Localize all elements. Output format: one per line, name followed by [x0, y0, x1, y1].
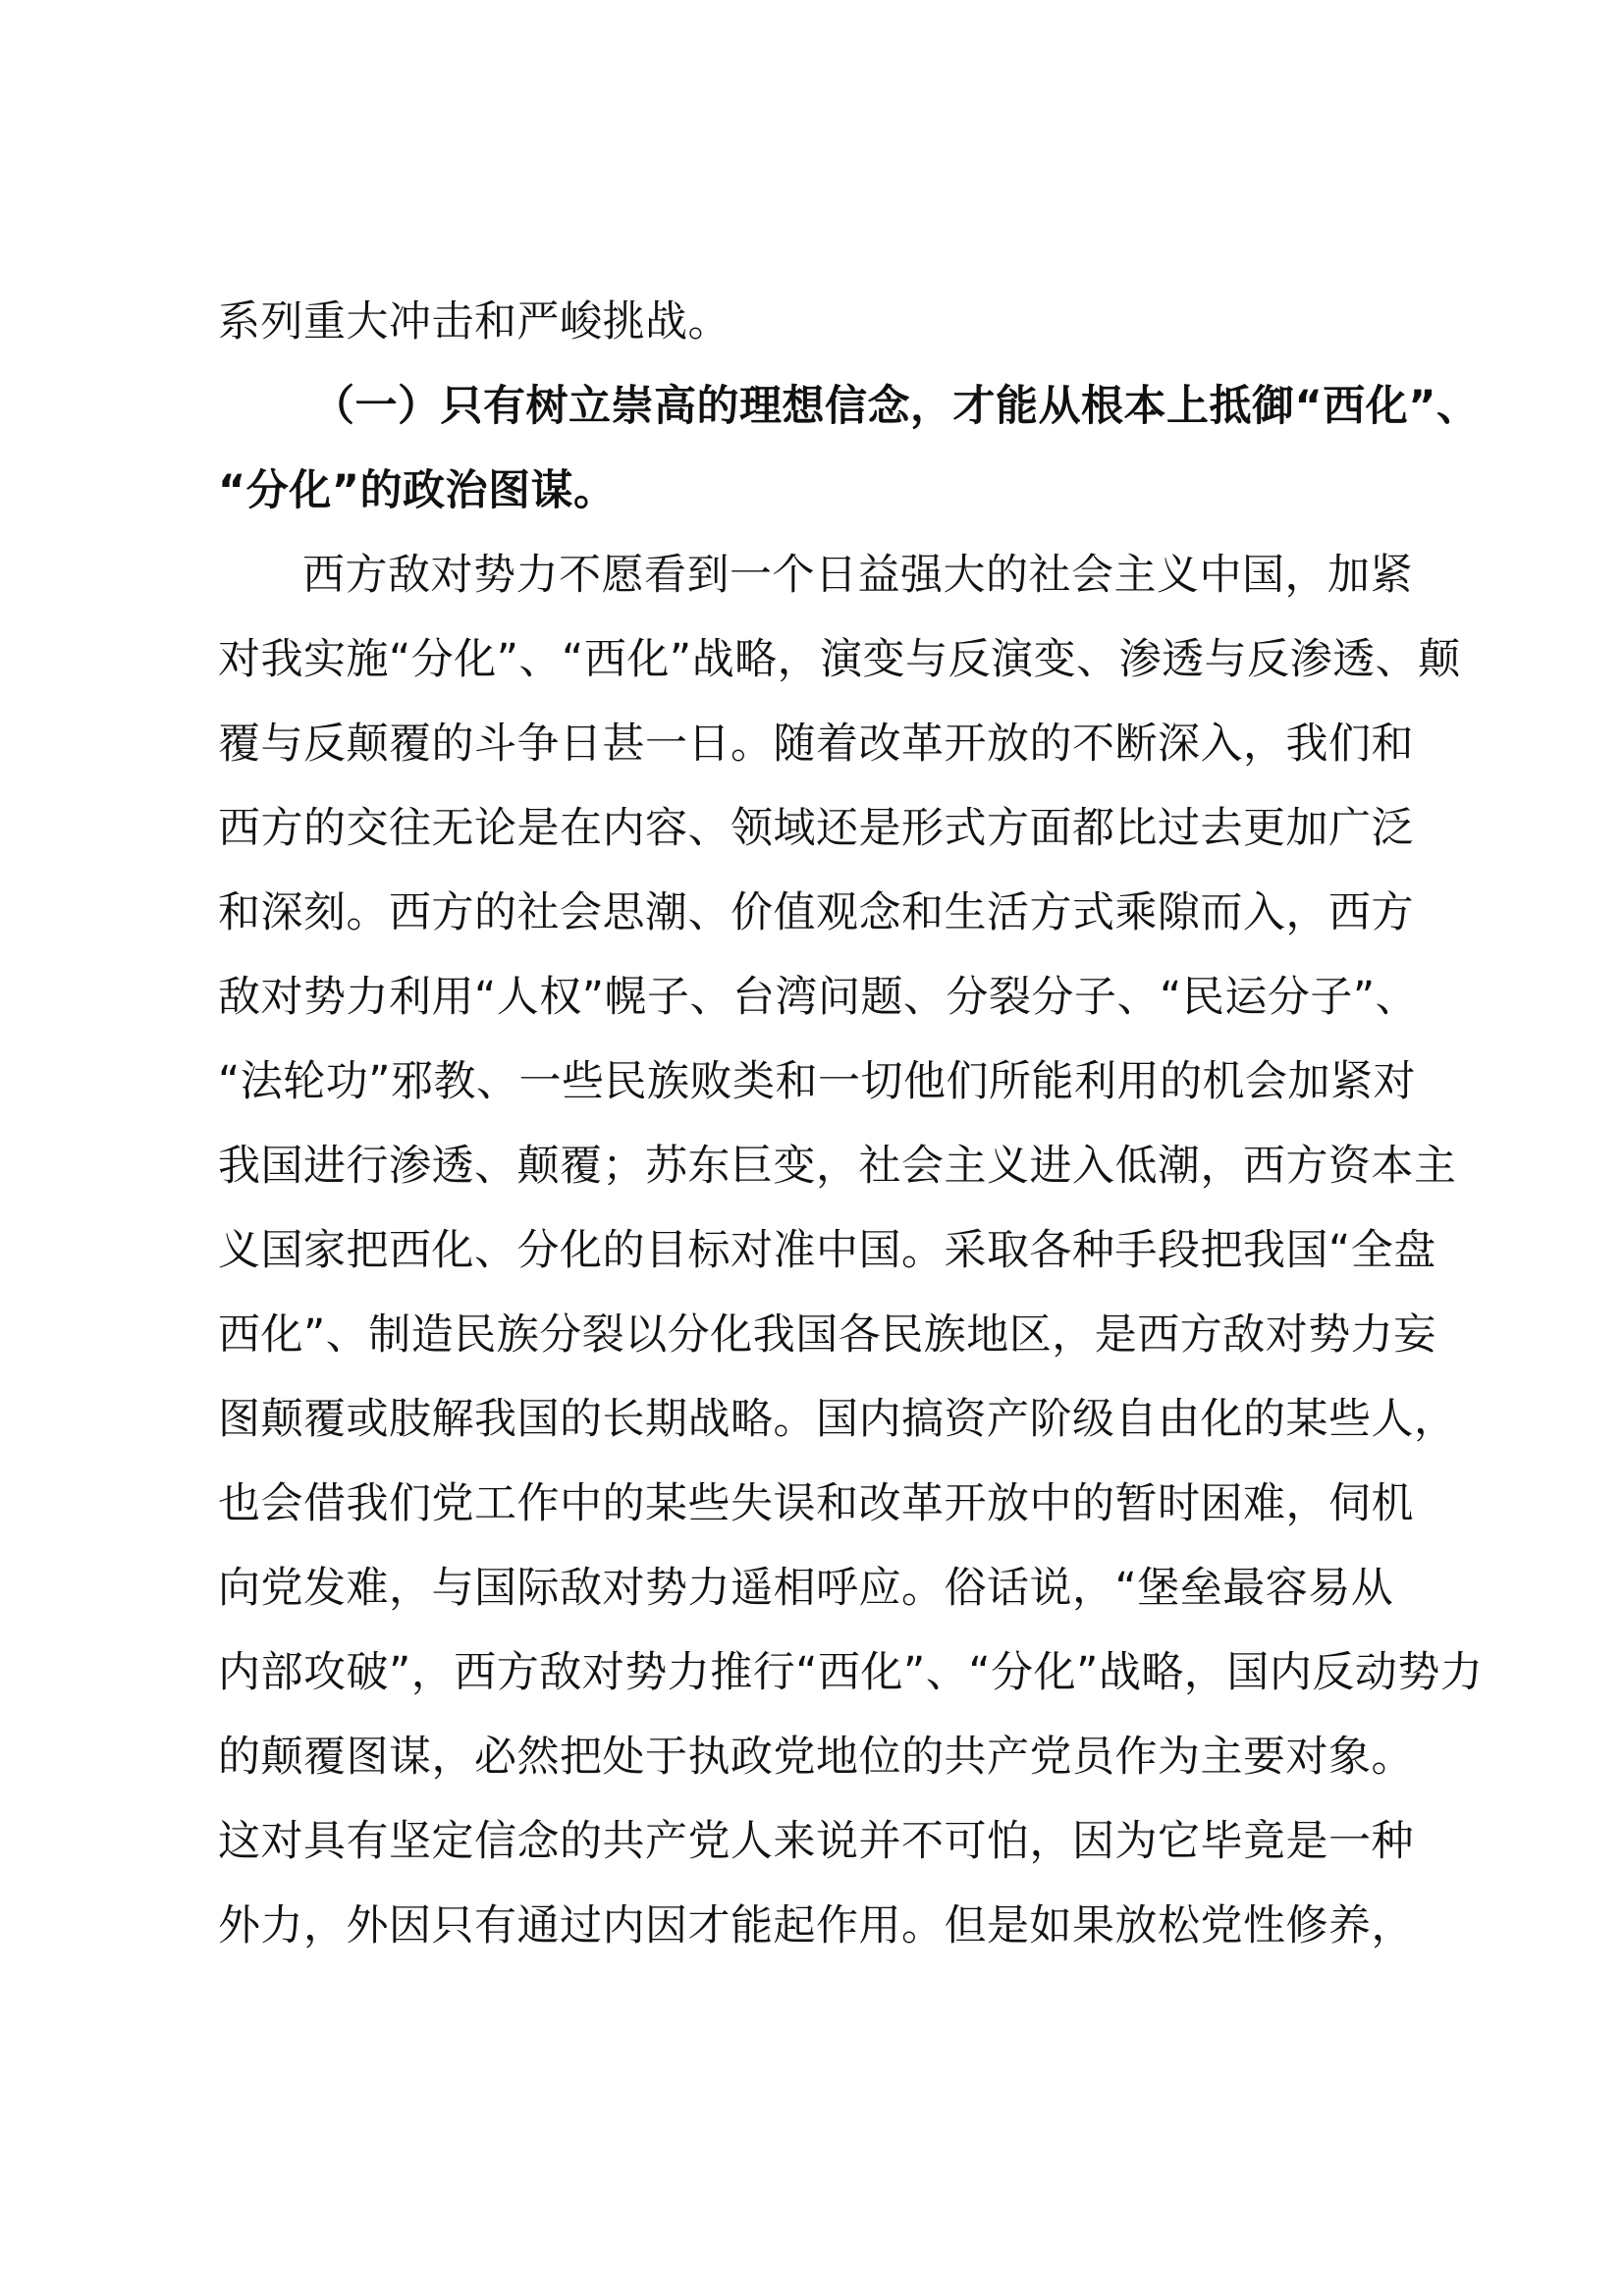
paragraph-line: 图颠覆或肢解我国的长期战略。国内搞资产阶级自由化的某些人，: [218, 1395, 1457, 1444]
paragraph-line: 西方的交往无论是在内容、领域还是形式方面都比过去更加广泛: [218, 804, 1414, 853]
paragraph-line: 和深刻。西方的社会思潮、价值观念和生活方式乘隙而入，西方: [218, 888, 1414, 937]
section-heading: （一）只有树立崇高的理想信念，才能从根本上抵御“西化”、: [312, 382, 1480, 431]
paragraph-line: 西化”、制造民族分裂以分化我国各民族地区，是西方敌对势力妄: [218, 1310, 1436, 1360]
paragraph-line: 外力，外因只有通过内因才能起作用。但是如果放松党性修养，: [218, 1901, 1414, 1950]
paragraph-line: 覆与反颠覆的斗争日甚一日。随着改革开放的不断深入，我们和: [218, 720, 1414, 769]
paragraph-line: 对我实施“分化”、“西化”战略，演变与反演变、渗透与反渗透、颠: [218, 635, 1461, 684]
paragraph-line: 敌对势力利用“人权”幌子、台湾问题、分裂分子、“民运分子”、: [218, 973, 1419, 1022]
paragraph-line: “法轮功”邪教、一些民族败类和一切他们所能利用的机会加紧对: [218, 1057, 1417, 1106]
paragraph-line: 内部攻破”，西方敌对势力推行“西化”、“分化”战略，国内反动势力: [218, 1648, 1484, 1697]
section-heading-cont: “分化”的政治图谋。: [218, 466, 617, 515]
paragraph-line: 系列重大冲击和严峻挑战。: [218, 297, 731, 347]
paragraph-line: 的颠覆图谋，必然把处于执政党地位的共产党员作为主要对象。: [218, 1733, 1414, 1782]
paragraph-line: 也会借我们党工作中的某些失误和改革开放中的暂时困难，伺机: [218, 1479, 1414, 1528]
paragraph-line: 义国家把西化、分化的目标对准中国。采取各种手段把我国“全盘: [218, 1226, 1436, 1275]
document-body: [218, 280, 1484, 1968]
paragraph-line: 向党发难，与国际敌对势力遥相呼应。俗话说，“堡垒最容易从: [218, 1564, 1394, 1613]
paragraph-line: 这对具有坚定信念的共产党人来说并不可怕，因为它毕竟是一种: [218, 1817, 1414, 1866]
paragraph-line: 我国进行渗透、颠覆；苏东巨变，社会主义进入低潮，西方资本主: [218, 1142, 1457, 1191]
paragraph-line: 西方敌对势力不愿看到一个日益强大的社会主义中国，加紧: [302, 551, 1413, 600]
